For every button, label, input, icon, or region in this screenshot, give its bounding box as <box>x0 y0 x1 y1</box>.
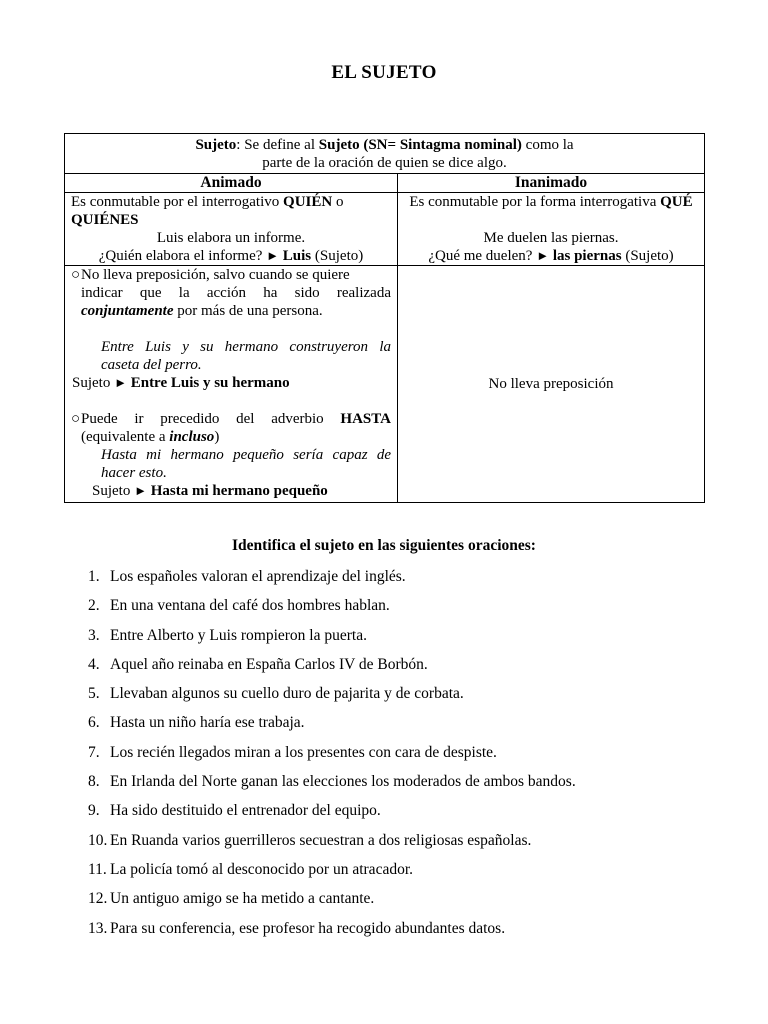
bullet-circle-icon: ○ <box>71 267 81 283</box>
rule1-text-3: por más de una persona. <box>173 303 323 319</box>
ex1-line2: caseta del perro. <box>101 357 202 373</box>
ex2-subject-line <box>71 482 391 500</box>
arrow-right-icon: ► <box>266 248 280 263</box>
definition-line-2: parte de la oración de quien se dice algo. <box>262 155 507 171</box>
rule1-line1 <box>71 266 391 284</box>
list-item <box>88 566 576 595</box>
exercise-list <box>88 566 576 947</box>
definition-row <box>65 134 705 174</box>
rule1-emphasis: conjuntamente <box>81 303 174 319</box>
interrogative-row <box>65 193 705 266</box>
animado-answer-label: (Sujeto) <box>311 248 364 264</box>
rule1-line3 <box>71 302 391 320</box>
list-item-text: Los españoles valoran el aprendizaje del inglés. <box>110 568 406 585</box>
ex2-label: Sujeto <box>92 483 135 499</box>
list-item <box>88 888 576 917</box>
list-item-number: 12. <box>88 890 108 908</box>
ex2-line2: hacer esto. <box>101 465 167 481</box>
animado-quien: QUIÉN <box>283 194 333 210</box>
animado-interrogative-cell <box>65 193 398 266</box>
list-item-text: Entre Alberto y Luis rompieron la puerta. <box>110 626 367 644</box>
list-item-number: 6. <box>88 714 100 732</box>
list-item-text: Ha sido destituido el entrenador del equipo. <box>110 802 381 820</box>
list-item <box>88 595 576 624</box>
list-item-text: Hasta un niño haría ese trabaja. <box>110 714 305 732</box>
animado-question-line <box>71 247 391 265</box>
list-item <box>88 712 576 741</box>
definition-bold: Sujeto (SN= Sintagma nominal) <box>318 137 522 153</box>
list-item-text: Un antiguo amigo se ha metido a cantante. <box>110 890 375 908</box>
list-item <box>88 742 576 771</box>
list-item-number: 1. <box>88 568 100 585</box>
list-item <box>88 800 576 829</box>
animado-answer: Luis <box>279 248 312 264</box>
list-item-text: En Ruanda varios guerrilleros secuestran a dos religiosas españolas. <box>110 831 532 849</box>
list-item <box>88 918 576 947</box>
inanimado-rule-line <box>404 193 698 211</box>
ex2-line1: Hasta mi hermano pequeño sería capaz de <box>101 447 391 463</box>
exercise-title: Identifica el sujeto en las siguientes oraciones: <box>232 537 536 554</box>
list-item <box>88 683 576 712</box>
ex1-subject-line <box>71 374 391 392</box>
header-inanimado: Inanimado <box>398 174 705 193</box>
preposition-row <box>65 266 705 503</box>
rule2-line1 <box>71 410 391 428</box>
list-item-text: Aquel año reinaba en España Carlos IV de Borbón. <box>110 655 428 673</box>
list-item <box>88 859 576 888</box>
inanimado-question: ¿Qué me duelen? <box>428 248 537 264</box>
definition-line-1 <box>71 136 698 154</box>
animado-rule-o: o <box>332 194 344 210</box>
inanimado-preposition-cell <box>398 266 705 503</box>
inanimado-interrogative-cell <box>398 193 705 266</box>
list-item-number: 3. <box>88 626 100 644</box>
animado-rule-text: Es conmutable por el interrogativo <box>71 194 284 210</box>
list-item-number: 13. <box>88 919 108 937</box>
ex1-line1: Entre Luis y su hermano construyeron la <box>101 339 391 355</box>
animado-preposition-cell <box>65 266 398 503</box>
rule1-text-1: No lleva preposición, salvo cuando se quiere <box>81 267 350 283</box>
list-item-text: Los recién llegados miran a los presentes con cara de despiste. <box>110 743 497 761</box>
inanimado-rule-text: Es conmutable por la forma interrogativa <box>409 194 661 210</box>
inanimado-question-line <box>404 247 698 265</box>
list-item <box>88 654 576 683</box>
arrow-right-icon: ► <box>536 248 550 263</box>
list-item-number: 11. <box>88 860 107 878</box>
animado-rule-line <box>71 193 391 211</box>
list-item-text: Para su conferencia, ese profesor ha recogido abundantes datos. <box>110 919 506 937</box>
definition-cell <box>65 134 705 174</box>
header-row <box>65 174 705 193</box>
ex1-label: Sujeto <box>72 375 115 391</box>
list-item-number: 7. <box>88 743 100 761</box>
ex2-subject: Hasta mi hermano pequeño <box>146 483 328 499</box>
animado-example: Luis elabora un informe. <box>156 230 306 246</box>
rule2-text-3: ) <box>214 429 220 445</box>
list-item-text: La policía tomó al desconocido por un atracador. <box>110 860 414 878</box>
list-item-number: 4. <box>88 655 100 673</box>
arrow-right-icon: ► <box>134 483 147 498</box>
inanimado-answer-label: (Sujeto) <box>621 248 674 264</box>
definition-term: Sujeto <box>195 137 237 153</box>
header-animado: Animado <box>65 174 398 193</box>
rule1-line2: indicar que la acción ha sido realizada <box>81 285 391 301</box>
bullet-circle-icon: ○ <box>71 411 81 427</box>
rule2-line2 <box>71 428 391 446</box>
list-item <box>88 625 576 654</box>
definition-text-1: : Se define al <box>236 137 319 153</box>
inanimado-que: QUÉ <box>660 194 693 210</box>
list-item <box>88 771 576 800</box>
list-item-number: 10. <box>88 831 108 849</box>
list-item-text: En una ventana del café dos hombres hablan. <box>110 597 390 615</box>
inanimado-preposition-rule: No lleva preposición <box>488 376 614 392</box>
rule2-emphasis: incluso <box>169 429 215 445</box>
list-item-number: 2. <box>88 597 100 615</box>
ex1-subject: Entre Luis y su hermano <box>126 375 290 391</box>
rule2-text-1: Puede ir precedido del adverbio <box>81 411 341 427</box>
definition-text-2: como la <box>521 137 574 153</box>
list-item-text: Llevaban algunos su cuello duro de pajarita y de corbata. <box>110 685 464 703</box>
inanimado-answer: las piernas <box>549 248 622 264</box>
subject-table <box>64 133 705 503</box>
page-title: EL SUJETO <box>331 62 437 83</box>
list-item-number: 9. <box>88 802 100 820</box>
rule2-text-2: (equivalente a <box>81 429 170 445</box>
list-item <box>88 830 576 859</box>
list-item-text: En Irlanda del Norte ganan las elecciones los moderados de ambos bandos. <box>110 773 576 791</box>
animado-quienes: QUIÉNES <box>71 212 139 228</box>
inanimado-example: Me duelen las piernas. <box>483 230 619 246</box>
rule2-hasta: HASTA <box>340 411 391 427</box>
animado-question: ¿Quién elabora el informe? <box>98 248 267 264</box>
arrow-right-icon: ► <box>114 375 127 390</box>
list-item-number: 5. <box>88 685 100 703</box>
list-item-number: 8. <box>88 773 100 791</box>
